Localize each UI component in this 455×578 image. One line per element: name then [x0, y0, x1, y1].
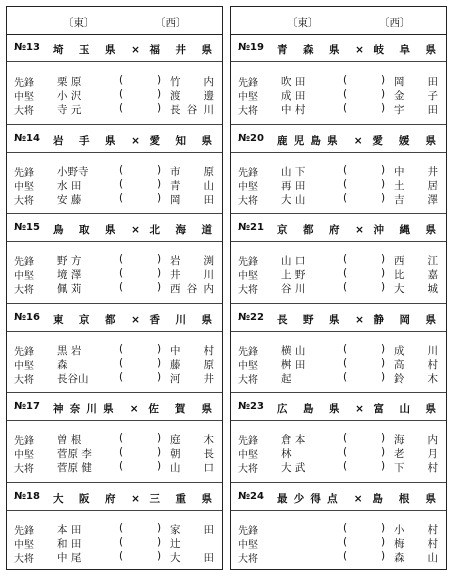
match-header-row — [231, 392, 446, 421]
open-paren: ( — [119, 102, 124, 114]
close-paren: ) — [157, 370, 162, 383]
east-player-name: 起 — [281, 372, 292, 385]
east-player-name: 寺 元 — [57, 104, 82, 116]
player-row — [231, 550, 446, 564]
player-row — [7, 88, 222, 102]
player-row — [7, 281, 222, 295]
match-header-row — [7, 124, 222, 153]
east-player-name: 和 田 — [57, 537, 82, 550]
west-player-name: 金 子 — [394, 90, 438, 102]
match-title: 鳥 取 県 × 北 海 道 — [53, 224, 212, 236]
player-row — [7, 102, 222, 116]
open-paren: ( — [343, 342, 348, 355]
player-row — [7, 267, 222, 281]
match-block — [7, 482, 222, 571]
close-paren: ) — [157, 521, 162, 534]
west-player-name: 大 城 — [394, 283, 438, 295]
close-paren: ) — [157, 74, 162, 86]
match-number: №18 — [14, 490, 40, 502]
position-label: 先鋒 — [238, 78, 258, 89]
open-paren: ( — [119, 253, 124, 265]
close-paren: ) — [381, 460, 386, 472]
player-row — [7, 460, 222, 474]
west-player-name: 成 川 — [394, 344, 438, 357]
match-title: 青 森 県 × 岐 阜 県 — [277, 44, 436, 56]
position-label: 中堅 — [238, 450, 258, 461]
position-label: 大将 — [14, 106, 34, 117]
open-paren: ( — [119, 535, 124, 548]
position-label: 中堅 — [14, 360, 34, 372]
close-paren: ) — [157, 535, 162, 548]
match-block — [7, 392, 222, 481]
position-label: 大将 — [14, 553, 34, 565]
open-paren: ( — [343, 281, 348, 293]
close-paren: ) — [157, 267, 162, 279]
open-paren: ( — [119, 521, 124, 534]
open-paren: ( — [119, 446, 124, 458]
east-player-name: 長谷山 — [57, 372, 89, 385]
open-paren: ( — [343, 177, 348, 190]
east-player-name: 大 山 — [281, 193, 306, 206]
close-paren: ) — [157, 549, 162, 562]
position-label: 先鋒 — [238, 346, 258, 358]
open-paren: ( — [343, 267, 348, 279]
position-label: 中堅 — [14, 271, 34, 282]
match-block — [231, 34, 446, 123]
match-number: №20 — [238, 132, 264, 144]
player-row — [7, 164, 222, 178]
position-label: 大将 — [238, 285, 258, 296]
match-header-row — [7, 482, 222, 511]
open-paren: ( — [343, 535, 348, 548]
close-paren: ) — [381, 432, 386, 444]
position-label: 大将 — [14, 464, 34, 475]
west-player-name: 森 山 — [394, 551, 438, 564]
west-player-name: 梅 村 — [394, 537, 438, 550]
player-row — [231, 88, 446, 102]
west-player-name: 老 月 — [394, 448, 438, 460]
match-number: №21 — [238, 222, 264, 233]
east-player-name: 大 武 — [281, 462, 306, 474]
close-paren: ) — [157, 191, 162, 204]
position-label: 先鋒 — [14, 78, 34, 89]
player-row — [231, 102, 446, 116]
west-player-name: 朝 長 — [170, 448, 214, 460]
open-paren: ( — [343, 74, 348, 86]
west-player-name: 青 山 — [170, 179, 214, 192]
east-player-name: 栗 原 — [57, 76, 82, 88]
west-player-name: 中 井 — [394, 165, 438, 178]
match-number: №15 — [14, 222, 40, 233]
player-row — [231, 522, 446, 536]
position-label: 中堅 — [238, 271, 258, 282]
west-player-name: 土 居 — [394, 179, 438, 192]
player-row — [231, 267, 446, 281]
match-block — [7, 303, 222, 392]
match-header-row — [7, 303, 222, 332]
west-player-name: 山 口 — [170, 462, 214, 474]
close-paren: ) — [381, 370, 386, 383]
player-row — [7, 536, 222, 550]
match-block — [231, 303, 446, 392]
close-paren: ) — [157, 177, 162, 190]
player-row — [231, 343, 446, 357]
east-player-name: 再 田 — [281, 179, 306, 192]
player-row — [7, 522, 222, 536]
match-number: №24 — [238, 490, 264, 502]
east-player-name: 佩 苅 — [57, 283, 82, 295]
match-header-row — [231, 34, 446, 62]
west-player-name: 渡 邊 — [170, 90, 214, 102]
west-player-name: 中 村 — [170, 344, 214, 357]
match-number: №13 — [14, 42, 40, 53]
match-block — [7, 34, 222, 123]
player-row — [7, 178, 222, 192]
position-label: 中堅 — [14, 92, 34, 103]
player-row — [231, 164, 446, 178]
close-paren: ) — [157, 88, 162, 100]
player-row — [7, 253, 222, 267]
west-player-name: 岡 田 — [170, 193, 214, 206]
position-label: 大将 — [14, 195, 34, 207]
match-header-row — [7, 392, 222, 421]
close-paren: ) — [381, 281, 386, 293]
close-paren: ) — [381, 267, 386, 279]
match-title: 広 島 県 × 富 山 県 — [277, 403, 436, 415]
west-header: 〔西〕 — [155, 17, 187, 29]
east-player-name: 境 澤 — [57, 269, 82, 281]
close-paren: ) — [157, 253, 162, 265]
close-paren: ) — [157, 342, 162, 355]
player-row — [7, 371, 222, 385]
open-paren: ( — [119, 432, 124, 444]
west-player-name: 河 井 — [170, 372, 214, 385]
player-row — [7, 446, 222, 460]
east-player-name: 本 田 — [57, 523, 82, 536]
west-player-name: 鈴 木 — [394, 372, 438, 385]
close-paren: ) — [381, 356, 386, 369]
east-player-name: 山 下 — [281, 165, 306, 178]
east-player-name: 谷 川 — [281, 283, 306, 295]
player-row — [7, 74, 222, 88]
column-header — [7, 7, 222, 35]
open-paren: ( — [119, 342, 124, 355]
east-player-name: 林 — [281, 448, 292, 460]
west-player-name: 高 村 — [394, 358, 438, 371]
match-header-row — [7, 213, 222, 242]
match-number: №22 — [238, 311, 264, 323]
west-player-name: 家 田 — [170, 523, 214, 536]
player-row — [231, 192, 446, 206]
player-row — [231, 536, 446, 550]
match-number: №17 — [14, 401, 40, 412]
open-paren: ( — [343, 446, 348, 458]
match-block — [7, 213, 222, 302]
west-player-name: 海 内 — [394, 434, 438, 446]
close-paren: ) — [157, 356, 162, 369]
east-player-name: 倉 本 — [281, 434, 306, 446]
match-title: 岩 手 県 × 愛 知 県 — [53, 134, 212, 147]
east-player-name: 曽 根 — [57, 434, 82, 446]
position-label: 先鋒 — [14, 346, 34, 358]
match-header-row — [231, 213, 446, 242]
match-title: 東 京 都 × 香 川 県 — [53, 313, 212, 326]
position-label: 中堅 — [238, 181, 258, 193]
west-player-name: 大 田 — [170, 551, 214, 564]
west-player-name: 市 原 — [170, 165, 214, 178]
player-row — [7, 343, 222, 357]
match-number: №14 — [14, 132, 40, 144]
west-player-name: 竹 内 — [170, 76, 214, 88]
close-paren: ) — [157, 446, 162, 458]
position-label: 大将 — [14, 285, 34, 296]
east-player-name: 上 野 — [281, 269, 306, 281]
player-row — [231, 371, 446, 385]
open-paren: ( — [119, 88, 124, 100]
match-block — [7, 124, 222, 213]
player-row — [7, 550, 222, 564]
match-title: 最少得点 × 島 根 県 — [277, 492, 436, 505]
match-block — [231, 213, 446, 302]
east-header: 〔東〕 — [287, 17, 319, 29]
match-number: №23 — [238, 401, 264, 412]
open-paren: ( — [119, 356, 124, 369]
match-header-row — [231, 303, 446, 332]
player-row — [231, 178, 446, 192]
right-column — [230, 6, 447, 570]
position-label: 先鋒 — [238, 436, 258, 447]
close-paren: ) — [381, 191, 386, 204]
open-paren: ( — [343, 88, 348, 100]
position-label: 中堅 — [238, 539, 258, 551]
match-title: 長 野 県 × 静 岡 県 — [277, 313, 436, 326]
open-paren: ( — [119, 177, 124, 190]
match-title: 大 阪 府 × 三 重 県 — [53, 492, 212, 505]
player-row — [231, 446, 446, 460]
match-header-row — [231, 482, 446, 511]
position-label: 大将 — [238, 464, 258, 475]
open-paren: ( — [343, 102, 348, 114]
open-paren: ( — [119, 281, 124, 293]
match-block — [231, 482, 446, 571]
close-paren: ) — [157, 102, 162, 114]
east-player-name: 成 田 — [281, 90, 306, 102]
player-row — [231, 357, 446, 371]
west-player-name: 小 村 — [394, 523, 438, 536]
open-paren: ( — [119, 191, 124, 204]
match-header-row — [7, 34, 222, 62]
open-paren: ( — [119, 163, 124, 176]
match-number: №16 — [14, 311, 40, 323]
match-title: 埼 玉 県 × 福 井 県 — [53, 44, 212, 56]
column-header — [231, 7, 446, 35]
open-paren: ( — [343, 191, 348, 204]
west-player-name: 西 江 — [394, 255, 438, 267]
open-paren: ( — [343, 460, 348, 472]
west-player-name: 藤 原 — [170, 358, 214, 371]
match-title: 京 都 府 × 沖 縄 県 — [277, 224, 436, 236]
east-player-name: 菅原 健 — [57, 462, 92, 474]
east-player-name: 安 藤 — [57, 193, 82, 206]
east-player-name: 中 尾 — [57, 551, 82, 564]
close-paren: ) — [381, 342, 386, 355]
close-paren: ) — [381, 74, 386, 86]
west-player-name: 井 川 — [170, 269, 214, 281]
west-player-name: 下 村 — [394, 462, 438, 474]
position-label: 大将 — [238, 106, 258, 117]
position-label: 大将 — [238, 553, 258, 565]
player-row — [7, 432, 222, 446]
west-player-name: 庭 木 — [170, 434, 214, 446]
match-block — [231, 124, 446, 213]
east-player-name: 吹 田 — [281, 76, 306, 88]
open-paren: ( — [343, 356, 348, 369]
player-row — [7, 192, 222, 206]
position-label: 先鋒 — [238, 257, 258, 268]
match-title: 神奈川県 × 佐 賀 県 — [53, 403, 212, 415]
east-player-name: 野 方 — [57, 255, 82, 267]
close-paren: ) — [157, 281, 162, 293]
close-paren: ) — [381, 446, 386, 458]
close-paren: ) — [157, 432, 162, 444]
left-column — [6, 6, 223, 570]
close-paren: ) — [381, 521, 386, 534]
west-player-name: 比 嘉 — [394, 269, 438, 281]
open-paren: ( — [119, 460, 124, 472]
west-player-name: 岩 渕 — [170, 255, 214, 267]
west-player-name: 西谷内 — [170, 283, 214, 295]
east-player-name: 山 口 — [281, 255, 306, 267]
close-paren: ) — [381, 163, 386, 176]
open-paren: ( — [343, 370, 348, 383]
position-label: 大将 — [238, 374, 258, 386]
position-label: 大将 — [238, 195, 258, 207]
close-paren: ) — [381, 102, 386, 114]
player-row — [231, 432, 446, 446]
player-row — [231, 281, 446, 295]
east-header: 〔東〕 — [63, 17, 95, 29]
west-header: 〔西〕 — [379, 17, 411, 29]
east-player-name: 横 山 — [281, 344, 306, 357]
east-player-name: 水 田 — [57, 179, 82, 192]
open-paren: ( — [343, 253, 348, 265]
match-block — [231, 392, 446, 481]
open-paren: ( — [119, 370, 124, 383]
position-label: 中堅 — [14, 450, 34, 461]
position-label: 先鋒 — [14, 257, 34, 268]
open-paren: ( — [343, 163, 348, 176]
player-row — [231, 253, 446, 267]
position-label: 先鋒 — [238, 167, 258, 179]
east-player-name: 小野寺 — [57, 165, 89, 178]
position-label: 中堅 — [14, 539, 34, 551]
close-paren: ) — [157, 460, 162, 472]
position-label: 先鋒 — [14, 525, 34, 537]
close-paren: ) — [381, 549, 386, 562]
close-paren: ) — [381, 88, 386, 100]
player-row — [231, 460, 446, 474]
close-paren: ) — [381, 535, 386, 548]
open-paren: ( — [119, 74, 124, 86]
player-row — [7, 357, 222, 371]
close-paren: ) — [157, 163, 162, 176]
west-player-name: 辻 — [170, 537, 181, 550]
west-player-name: 宇 田 — [394, 104, 438, 116]
open-paren: ( — [343, 521, 348, 534]
match-header-row — [231, 124, 446, 153]
position-label: 大将 — [14, 374, 34, 386]
match-number: №19 — [238, 42, 264, 53]
east-player-name: 中 村 — [281, 104, 306, 116]
east-player-name: 森 — [57, 358, 68, 371]
west-player-name: 吉 澤 — [394, 193, 438, 206]
open-paren: ( — [343, 432, 348, 444]
west-player-name: 長谷川 — [170, 104, 214, 116]
position-label: 先鋒 — [14, 167, 34, 179]
east-player-name: 桝 田 — [281, 358, 306, 371]
position-label: 先鋒 — [238, 525, 258, 537]
position-label: 中堅 — [14, 181, 34, 193]
position-label: 中堅 — [238, 360, 258, 372]
match-title: 鹿児島県 × 愛 媛 県 — [277, 134, 436, 147]
east-player-name: 小 沢 — [57, 90, 82, 102]
east-player-name: 菅原 李 — [57, 448, 92, 460]
position-label: 先鋒 — [14, 436, 34, 447]
close-paren: ) — [381, 253, 386, 265]
east-player-name: 黒 岩 — [57, 344, 82, 357]
open-paren: ( — [343, 549, 348, 562]
player-row — [231, 74, 446, 88]
open-paren: ( — [119, 267, 124, 279]
close-paren: ) — [381, 177, 386, 190]
open-paren: ( — [119, 549, 124, 562]
west-player-name: 岡 田 — [394, 76, 438, 88]
position-label: 中堅 — [238, 92, 258, 103]
